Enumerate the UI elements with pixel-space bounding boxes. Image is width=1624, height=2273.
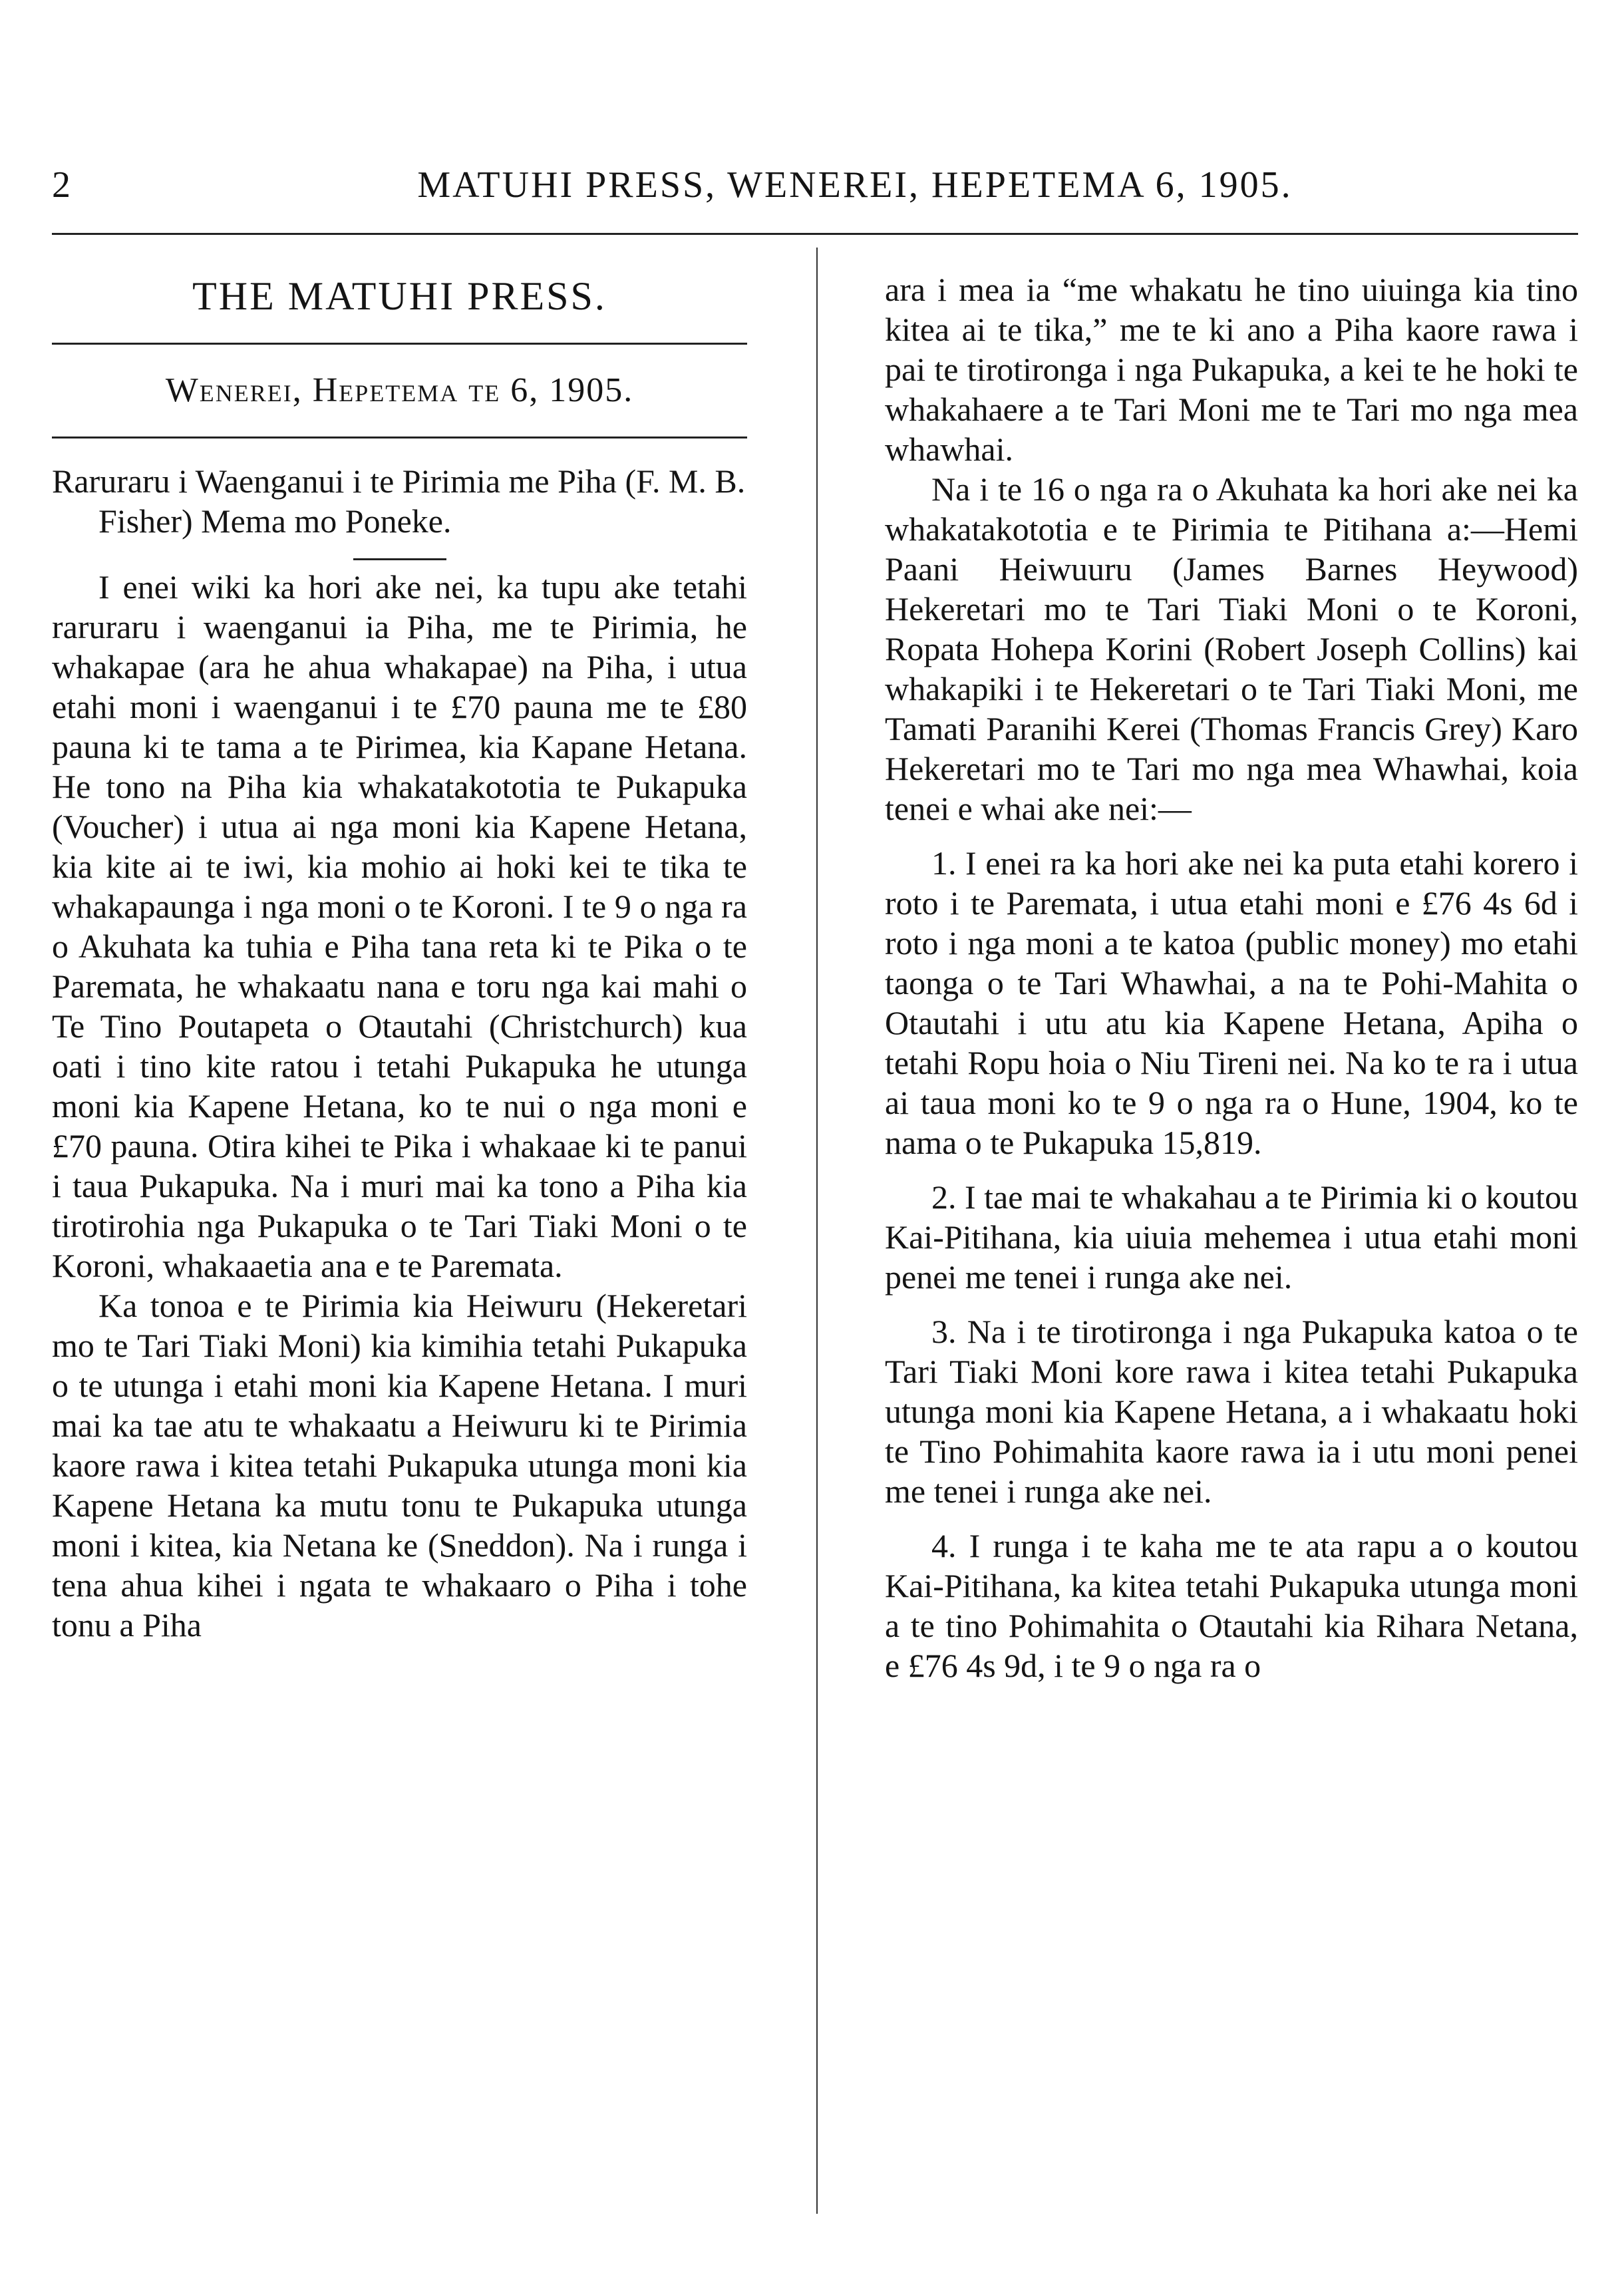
page-number: 2: [52, 164, 71, 206]
headline-rule: [353, 558, 446, 560]
left-column: [52, 269, 747, 1645]
article-paragraph: I enei wiki ka hori ake nei, ka tupu ake tetahi raruraru i waenganui ia Piha, me te Pirimia, he whakapae (ara he ahua whakapae) na Piha, i utua etahi moni i waenganui i te £70 pauna me te £80 pauna ki te tama a te Pirimea, kia Kapane Hetana. He tono na Piha kia whakatakototia te Pukapuka (Voucher) i utua ai nga moni kia Kapene Hetana, kia kite ai te iwi, kia mohio ai hoki kei te tika te whakapaunga i nga moni o te Koroni. I te 9 o nga ra o Akuhata ka tuhia e Piha tana reta ki te Pika o te Paremata, he whakaatu nana e toru nga kai mahi o Te Tino Poutapeta o Otautahi (Christchurch) kua oati i tino kite ratou i tetahi Pukapuka he utunga moni kia Kapene Hetana, ko te nui o nga moni e £70 pauna. Otira kihei te Pika i whakaae ki te panui i taua Pukapuka. Na i muri mai ka tono a Piha kia tirotirohia nga Pukapuka o te Tari Tiaki Moni o te Koroni, whakaaetia ana e te Paremata.: [52, 568, 747, 1284]
column-divider: [816, 248, 818, 2214]
numbered-paragraph: 1. I enei ra ka hori ake nei ka puta etahi korero i roto i te Paremata, i utua etahi moni e £76 4s 6d i roto i nga moni a te katoa (public money) mo etahi taonga o te Tari Whawhai, a na te Pohi-Mahita o Otautahi i utu atu kia Kapene Hetana, Apiha o tetahi Ropu hoia o Niu Tireni nei. Na ko te ra i utua ai taua moni ko te 9 o nga ra o Hune, 1904, ko te nama o te Pukapuka 15,819.: [885, 844, 1578, 1161]
right-column: [885, 269, 1578, 1685]
numbered-paragraph: 2. I tae mai te whakahau a te Pirimia ki o koutou Kai-Pitihana, kia uiuia mehemea i utua etahi moni penei me tenei i runga ake nei.: [885, 1178, 1578, 1296]
article-paragraph: ara i mea ia “me whakatu he tino uiuinga kia tino kitea ai te tika,” me te ki ano a Piha kaore rawa i pai te tirotironga i nga Pukapuka, a kei te he hoki te whakahaere a te Tari Moni me te Tari mo nga mea whawhai.: [885, 271, 1578, 468]
running-title: MATUHI PRESS, WENEREI, HEPETEMA 6, 1905.: [417, 164, 1293, 206]
dateline: Wenerei, Hepetema te 6, 1905.: [165, 371, 634, 409]
article-headline: Raruraru i Waenganui i te Pirimia me Piha (F. M. B. Fisher) Mema mo Poneke.: [52, 462, 746, 540]
dateline-rule: [52, 437, 747, 438]
header-rule: [52, 233, 1578, 235]
running-head: [52, 158, 1578, 212]
masthead: THE MATUHI PRESS.: [192, 274, 607, 318]
article-paragraph: Ka tonoa e te Pirimia kia Heiwuru (Hekeretari mo te Tari Tiaki Moni) kia kimihia tetahi Pukapuka o te utunga i etahi moni kia Kapene Hetana. I muri mai ka tae atu te whakaatu a Heiwuru ki te Pirimia kaore rawa i kitea tetahi Pukapuka utunga moni kia Kapene Hetana ka mutu tonu te Pukapuka utunga moni i kitea, kia Netana ke (Sneddon). Na i runga i tena ahua kihei i ngata te whakaaro o Piha i tohe tonu a Piha: [52, 1287, 747, 1644]
numbered-paragraph: 3. Na i te tirotironga i nga Pukapuka katoa o te Tari Tiaki Moni kore rawa i kitea tetahi Pukapuka utunga moni kia Kapene Hetana, a i whakaatu hoki te Tino Pohimahita kaore rawa ia i utu moni penei me tenei i runga ake nei.: [885, 1313, 1578, 1510]
numbered-paragraph: 4. I runga i te kaha me te ata rapu a o koutou Kai-Pitihana, ka kitea tetahi Pukapuka utunga moni a te tino Pohimahita o Otautahi kia Rihara Netana, e £76 4s 9d, i te 9 o nga ra o: [885, 1527, 1578, 1684]
article-paragraph: Na i te 16 o nga ra o Akuhata ka hori ake nei ka whakatakototia e te Pirimia te Pitihana a:—Hemi Paani Heiwuuru (James Barnes Heywood) Hekeretari mo te Tari Tiaki Moni o te Koroni, Ropata Hohepa Korini (Robert Joseph Collins) kai whakapiki i te Hekeretari o te Tari Tiaki Moni, me Tamati Paranihi Kerei (Thomas Francis Grey) Karo Hekeretari mo te Tari mo nga mea Whawhai, koia tenei e whai ake nei:—: [885, 470, 1578, 827]
masthead-rule: [52, 343, 747, 345]
